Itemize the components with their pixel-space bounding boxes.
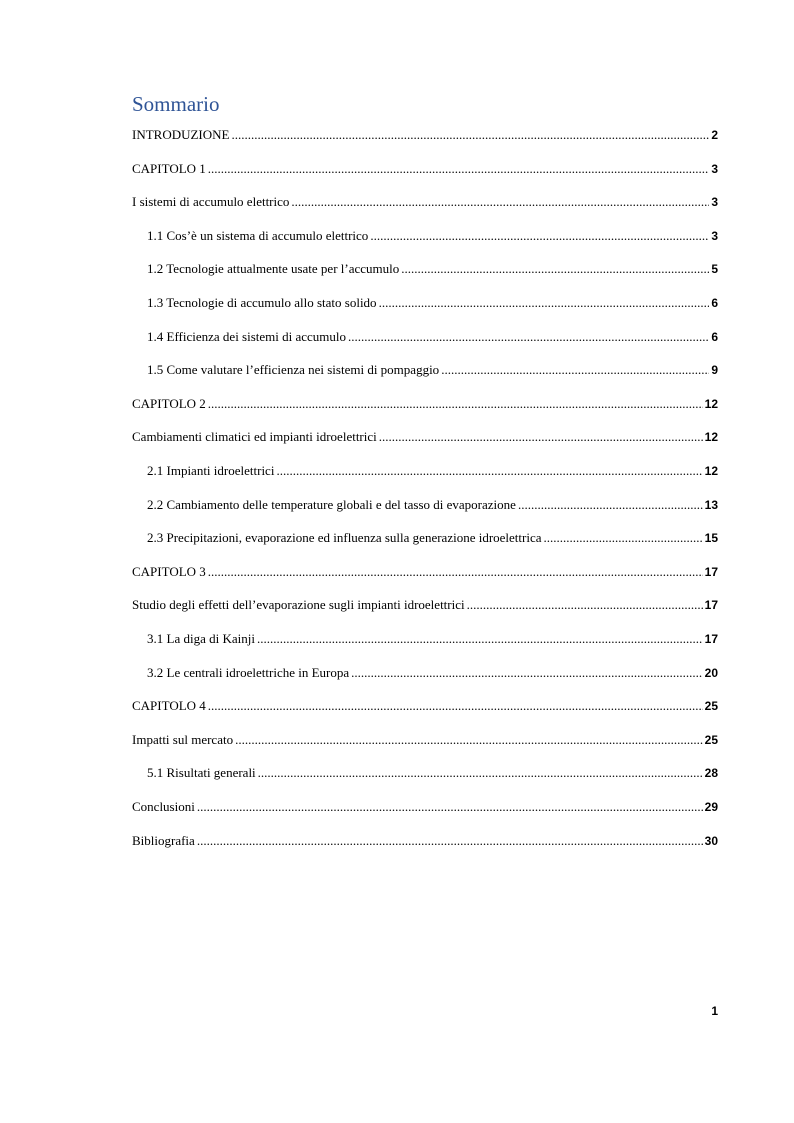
toc-entry[interactable]	[147, 528, 718, 548]
toc-leader-dots	[208, 159, 710, 179]
toc-entry-page: 6	[711, 296, 718, 310]
toc-entry[interactable]	[147, 360, 718, 380]
toc-entry-page: 29	[704, 800, 718, 814]
toc-leader-dots	[197, 831, 703, 851]
toc-entry-label: Bibliografia	[132, 832, 195, 848]
toc-entry-label: 1.2 Tecnologie attualmente usate per l’accumulo	[147, 261, 400, 277]
toc-leader-dots	[257, 629, 703, 649]
toc-leader-dots	[518, 495, 703, 515]
toc-leader-dots	[348, 327, 709, 347]
toc-entry-label: Impatti sul mercato	[132, 731, 234, 747]
toc-entry-page: 5	[711, 262, 718, 277]
toc-leader-dots	[258, 763, 703, 783]
toc-entry[interactable]	[132, 730, 718, 750]
toc-entry-page: 30	[704, 833, 718, 848]
toc-entry[interactable]	[132, 427, 718, 447]
toc-entry-page: 2	[711, 128, 718, 142]
toc-entry-label: 3.1 La diga di Kainji	[147, 631, 255, 646]
toc-entry-label: 1.5 Come valutare l’efficienza nei sistemi di pompaggio	[147, 362, 440, 378]
toc-entry-label: 3.2 Le centrali idroelettriche in Europa	[147, 664, 350, 680]
toc-entry-label: CAPITOLO 1	[132, 160, 206, 176]
toc-entry-label: INTRODUZIONE	[132, 127, 230, 142]
toc-entry[interactable]	[147, 763, 718, 783]
toc-entry[interactable]	[147, 495, 718, 515]
toc-leader-dots	[276, 461, 702, 481]
toc-entry-page: 25	[704, 699, 718, 714]
toc-entry-page: 17	[704, 632, 718, 646]
toc-entry[interactable]	[132, 159, 718, 179]
toc-entry-label: 2.1 Impianti idroelettrici	[147, 463, 275, 478]
toc-entry[interactable]	[147, 327, 718, 347]
toc-entry-label: 5.1 Risultati generali	[147, 765, 256, 781]
toc-entry-page: 25	[704, 732, 718, 747]
toc-entry-page: 12	[704, 464, 718, 478]
toc-entry[interactable]	[132, 696, 718, 716]
toc-entry-label: 1.1 Cos’è un sistema di accumulo elettrico	[147, 227, 369, 243]
toc-entry-label: 2.2 Cambiamento delle temperature globali e del tasso di evaporazione	[147, 496, 516, 512]
toc-leader-dots	[208, 394, 703, 414]
toc-leader-dots	[379, 427, 703, 447]
toc-entry[interactable]	[132, 394, 718, 414]
toc-entry-page: 9	[711, 363, 718, 378]
toc-entry-label: 2.3 Precipitazioni, evaporazione ed influenza sulla generazione idroelettrica	[147, 530, 542, 546]
toc-entry[interactable]	[132, 192, 718, 212]
toc-entry-label: Cambiamenti climatici ed impianti idroelettrici	[132, 429, 377, 445]
toc-entry-label: 1.3 Tecnologie di accumulo allo stato solido	[147, 295, 377, 310]
toc-leader-dots	[351, 663, 703, 683]
page-number: 1	[711, 1004, 718, 1018]
toc-leader-dots	[208, 696, 703, 716]
toc-leader-dots	[544, 528, 703, 548]
toc-entry-label: Studio degli effetti dell’evaporazione sugli impianti idroelettrici	[132, 597, 465, 613]
toc-entry-page: 12	[704, 430, 718, 445]
toc-leader-dots	[197, 797, 703, 817]
toc-entry[interactable]	[147, 293, 718, 313]
toc-entry-page: 13	[704, 497, 718, 512]
toc-entry-label: CAPITOLO 4	[132, 698, 206, 714]
toc-entry-page: 12	[704, 396, 718, 411]
toc-entry[interactable]	[132, 125, 718, 145]
toc-entry-label: CAPITOLO 2	[132, 395, 206, 411]
toc-entry-page: 20	[704, 665, 718, 680]
toc-entry-page: 6	[711, 329, 718, 344]
toc-entry[interactable]	[132, 831, 718, 851]
toc-entry-page: 3	[711, 195, 718, 210]
toc-leader-dots	[235, 730, 703, 750]
toc-entry-page: 28	[704, 766, 718, 781]
toc-leader-dots	[370, 226, 709, 246]
toc-leader-dots	[441, 360, 709, 380]
toc-entry[interactable]	[147, 259, 718, 279]
toc-leader-dots	[401, 259, 709, 279]
toc-entry-page: 3	[711, 161, 718, 176]
toc-entry[interactable]	[132, 797, 718, 817]
toc-entry-label: CAPITOLO 3	[132, 563, 206, 579]
toc-entry-label: 1.4 Efficienza dei sistemi di accumulo	[147, 328, 347, 344]
toc-leader-dots	[379, 293, 710, 313]
toc-entry-page: 15	[704, 531, 718, 546]
toc-entry[interactable]	[147, 629, 718, 649]
toc-entry-page: 17	[704, 598, 718, 613]
toc-entry[interactable]	[132, 595, 718, 615]
toc-entry[interactable]	[147, 226, 718, 246]
toc-entry[interactable]	[132, 562, 718, 582]
toc-title: Sommario	[132, 92, 220, 116]
toc-entry[interactable]	[147, 461, 718, 481]
toc-entry-label: Conclusioni	[132, 799, 195, 814]
toc-entry-page: 17	[704, 564, 718, 579]
toc-entry-label: I sistemi di accumulo elettrico	[132, 194, 290, 210]
toc-leader-dots	[231, 125, 709, 145]
toc-entry[interactable]	[147, 663, 718, 683]
toc-leader-dots	[208, 562, 703, 582]
toc-leader-dots	[467, 595, 703, 615]
toc-entry-page: 3	[711, 228, 718, 243]
toc-leader-dots	[291, 192, 709, 212]
